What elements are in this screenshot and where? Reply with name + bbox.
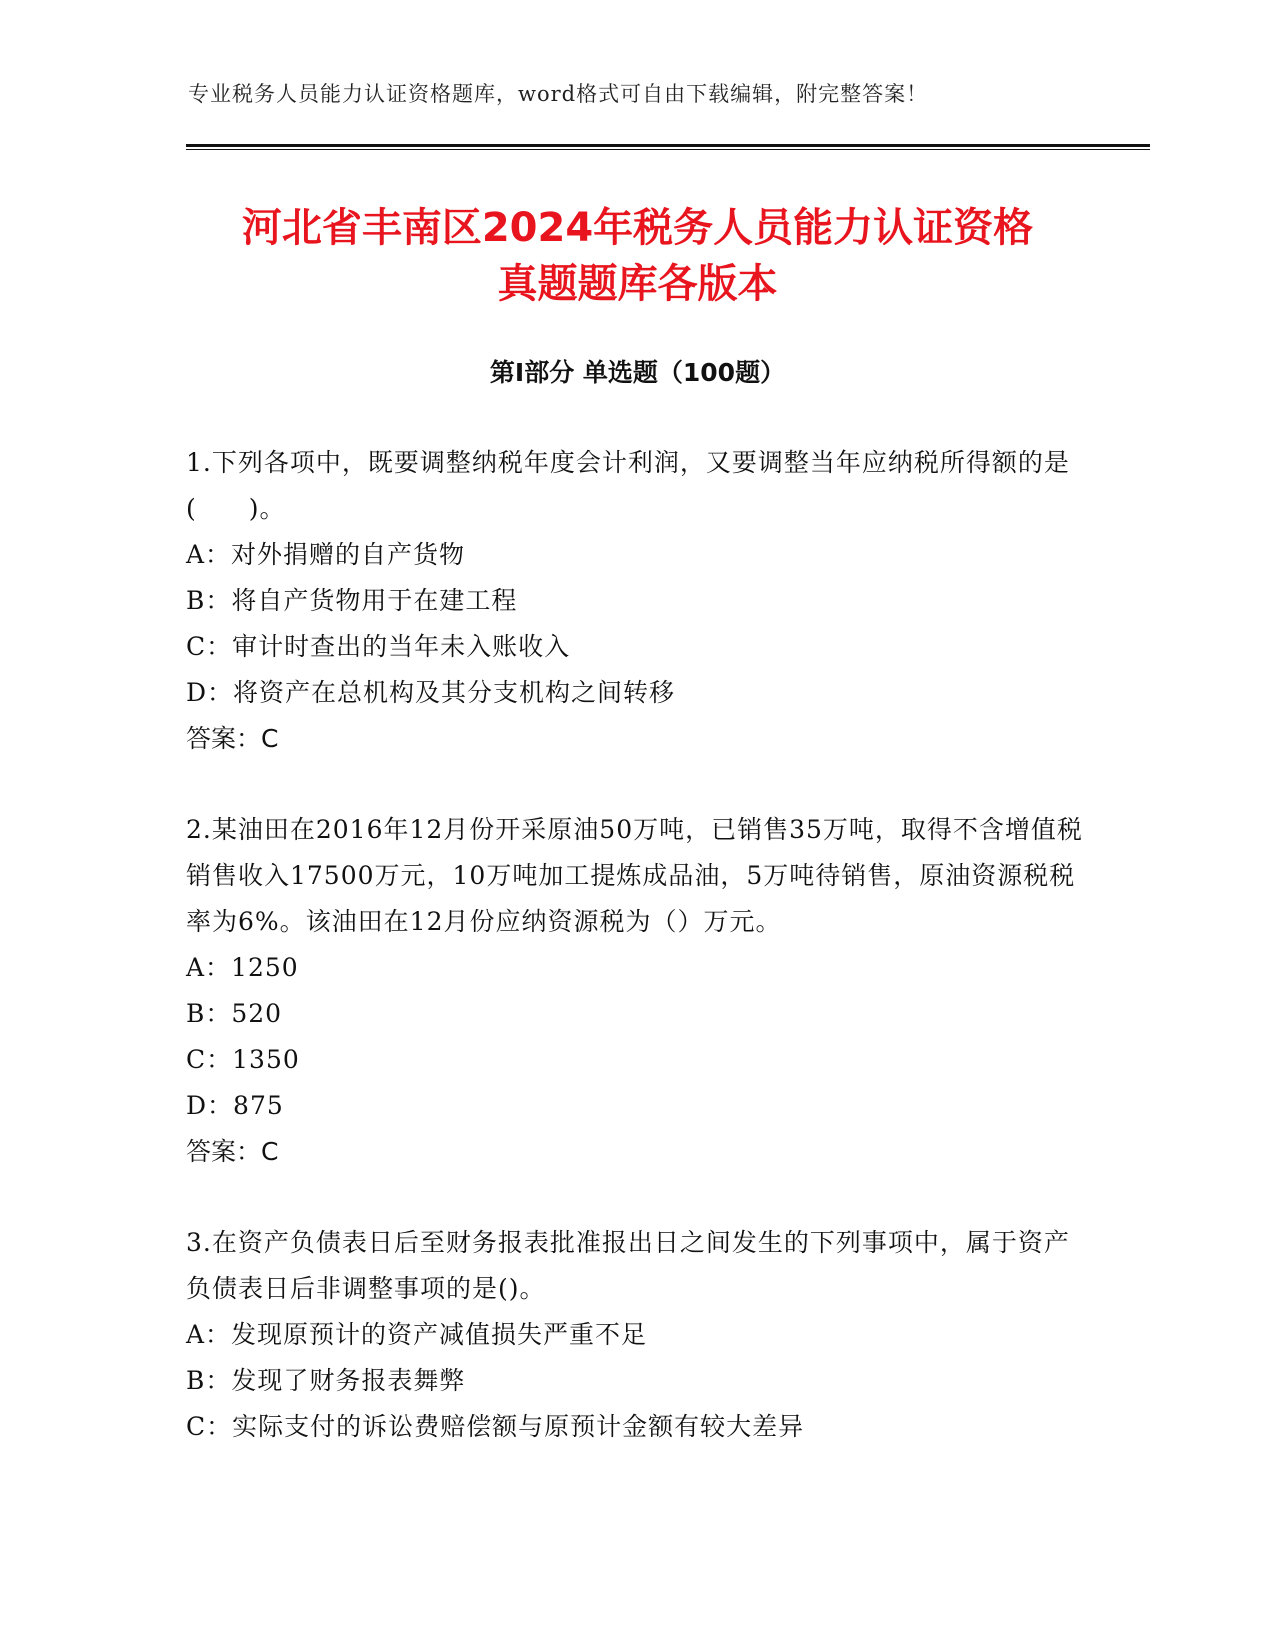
option-c: C：1350 <box>186 1045 300 1074</box>
question-3 <box>186 1220 1086 1450</box>
section-title: 第Ⅰ部分 单选题（100题） <box>489 358 786 387</box>
header-rule-thick <box>186 144 1150 147</box>
question-2 <box>186 807 1086 1175</box>
answer: 答案：C <box>186 724 279 753</box>
option-b: B：520 <box>186 999 283 1028</box>
question-stem: 2.某油田在2016年12月份开采原油50万吨，已销售35万吨，取得不含增值税销售收入17500万元，10万吨加工提炼成品油，5万吨待销售，原油资源税税率为6%。该油田在12月份应纳资源税为（）万元。 <box>186 815 1083 936</box>
question-list <box>186 440 1086 1495</box>
title-line-1: 河北省丰南区2024年税务人员能力认证资格 <box>241 205 1034 251</box>
option-a: A：1250 <box>186 953 299 982</box>
option-d: D：将资产在总机构及其分支机构之间转移 <box>186 678 676 707</box>
option-c: C：实际支付的诉讼费赔偿额与原预计金额有较大差异 <box>186 1412 805 1441</box>
option-b: B：发现了财务报表舞弊 <box>186 1366 466 1395</box>
title-line-2: 真题题库各版本 <box>497 261 778 307</box>
option-b: B：将自产货物用于在建工程 <box>186 586 518 615</box>
question-stem: 1.下列各项中，既要调整纳税年度会计利润，又要调整当年应纳税所得额的是( )。 <box>186 448 1070 523</box>
question-stem: 3.在资产负债表日后至财务报表批准报出日之间发生的下列事项中，属于资产负债表日后非调整事项的是()。 <box>186 1228 1070 1303</box>
option-a: A：发现原预计的资产减值损失严重不足 <box>186 1320 648 1349</box>
option-c: C：审计时查出的当年未入账收入 <box>186 632 571 661</box>
header-rule-thin <box>186 149 1150 150</box>
header-note: 专业税务人员能力认证资格题库，word格式可自由下载编辑，附完整答案！ <box>188 82 929 106</box>
question-1 <box>186 440 1086 762</box>
option-a: A：对外捐赠的自产货物 <box>186 540 466 569</box>
option-d: D：875 <box>186 1091 284 1120</box>
answer: 答案：C <box>186 1137 279 1166</box>
document-title <box>150 200 1125 312</box>
